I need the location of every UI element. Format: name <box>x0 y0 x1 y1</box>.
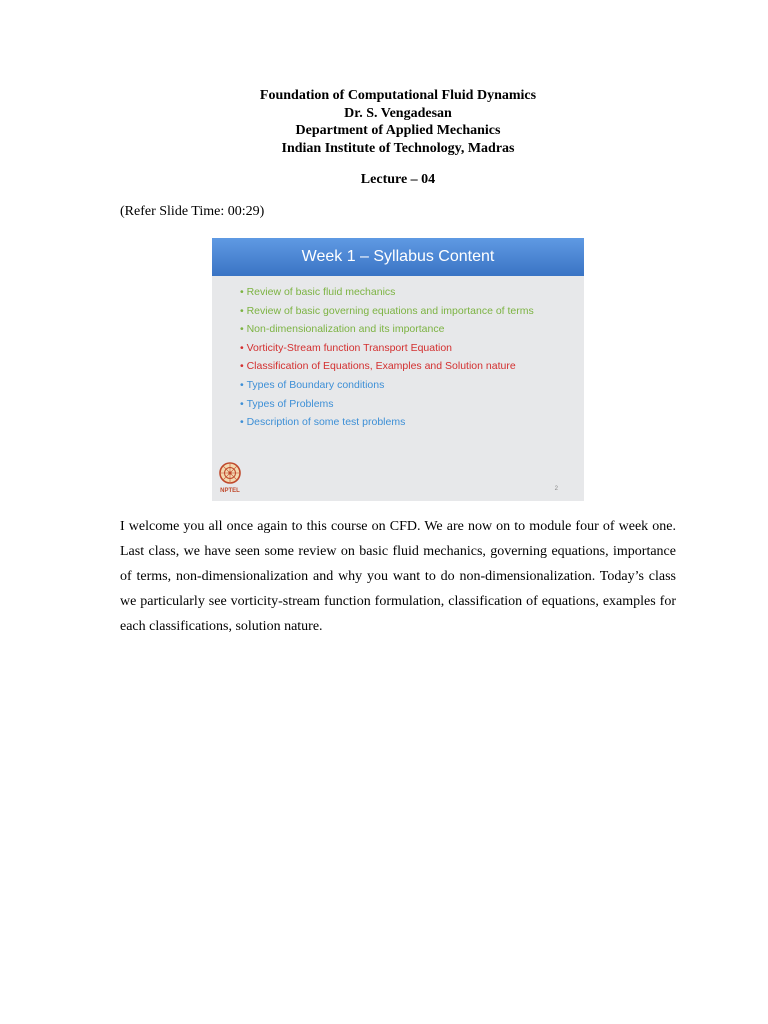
slide-title: Week 1 – Syllabus Content <box>212 238 584 276</box>
slide-bullet-item: • Types of Boundary conditions <box>240 376 534 395</box>
nptel-logo-icon <box>217 460 243 496</box>
slide-bullet-list <box>240 283 534 432</box>
slide-bullet-item: • Types of Problems <box>240 395 534 414</box>
slide-bullet-item: • Review of basic fluid mechanics <box>240 283 534 302</box>
nptel-logo-text: NPTEL <box>220 488 240 494</box>
department-name: Department of Applied Mechanics <box>295 123 501 138</box>
slide-bullet-item: • Non-dimensionalization and its importance <box>240 320 534 339</box>
slide-bullet-item: • Description of some test problems <box>240 413 534 432</box>
refer-slide-time: (Refer Slide Time: 00:29) <box>120 204 265 219</box>
slide-image <box>212 238 584 501</box>
course-title: Foundation of Computational Fluid Dynamics <box>259 88 537 103</box>
slide-page-number: 2 <box>554 486 558 492</box>
slide-bullet-item: • Vorticity-Stream function Transport Equation <box>240 339 534 358</box>
institute-name: Indian Institute of Technology, Madras <box>281 140 515 156</box>
author-name: Dr. S. Vengadesan <box>344 105 452 121</box>
slide-bullet-item: • Review of basic governing equations and importance of terms <box>240 302 534 321</box>
lecture-paragraph: I welcome you all once again to this course on CFD. We are now on to module four of week one. Last class, we have seen some review on basic fluid mechanics, governing equations, importance of terms, non-dimensionalization and why you want to do non-dimensionalization. Today’s class we particularly see vorticity-stream function formulation, classification of equations, examples for each classifications, solution nature. <box>120 519 676 634</box>
lecture-number: Lecture – 04 <box>360 172 436 187</box>
slide-bullet-item: • Classification of Equations, Examples and Solution nature <box>240 357 534 376</box>
document-header <box>120 87 676 157</box>
